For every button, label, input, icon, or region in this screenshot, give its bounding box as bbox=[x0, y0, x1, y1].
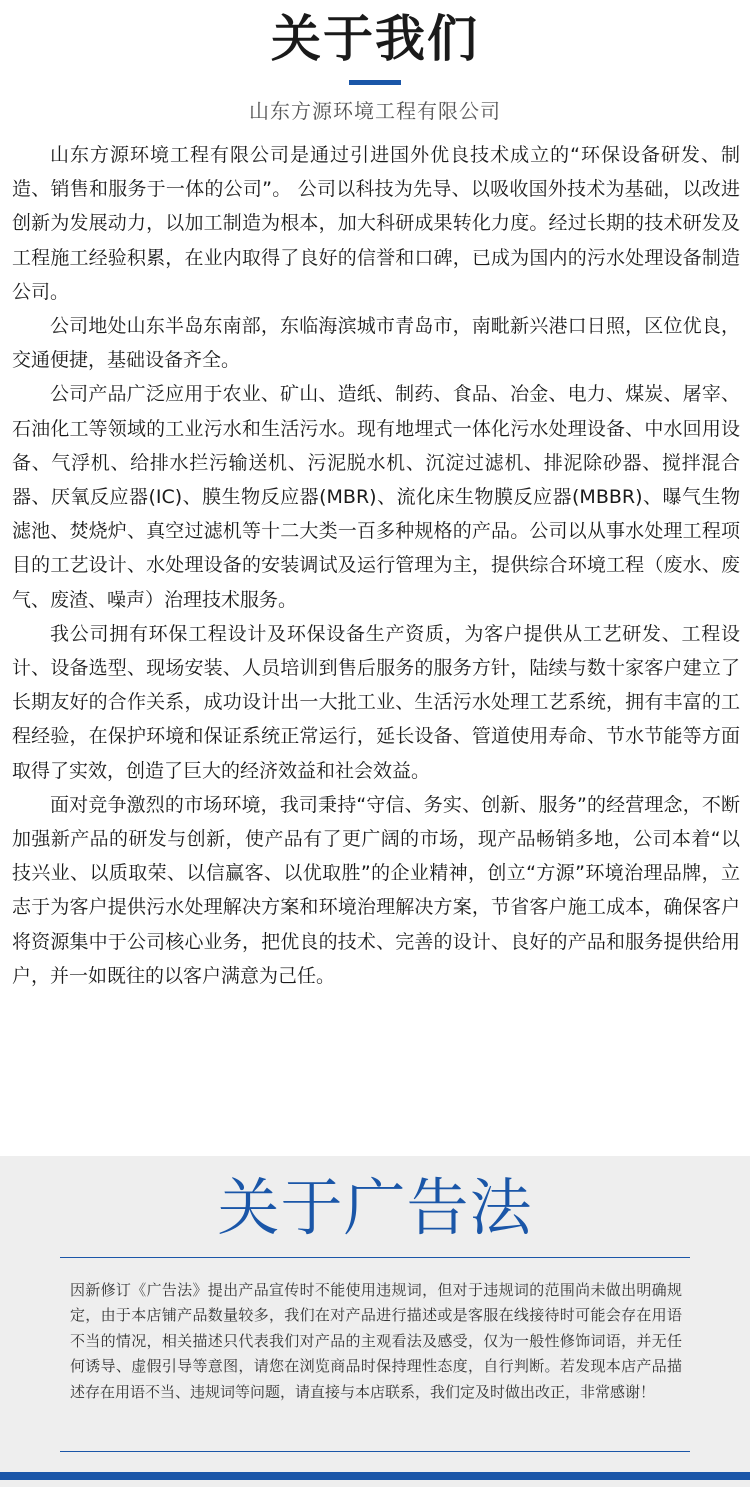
divider-top bbox=[60, 1257, 690, 1258]
advertising-law-notice: 因新修订《广告法》提出产品宣传时不能使用违规词，但对于违规词的范围尚未做出明确规定，由于本店铺产品数量较多，我们在对产品进行描述或是客服在线接待时可能会存在用语不当的情况，相关描述只代表我们对产品的主观看法及感受，仅为一般性修饰词语，并无任何诱导、虚假引导等意图，请您在浏览商品时保持理性态度，自行判断。若发现本店产品描述存在用语不当、违规词等问题，请直接与本店联系，我们定及时做出改正，非常感谢！ bbox=[70, 1281, 682, 1401]
divider-bottom bbox=[60, 1451, 690, 1452]
company-name-subtitle: 山东方源环境工程有限公司 bbox=[249, 99, 501, 123]
intro-paragraph: 山东方源环境工程有限公司是通过引进国外优良技术成立的“环保设备研发、制造、销售和服务于一体的公司”。 公司以科技为先导、以吸收国外技术为基础，以改进创新为发展动力，以加工制造为根本，加大科研成果转化力度。经过长期的技术研发及工程施工经验积累，在业内取得了良好的信誉和口碑，已成为国内的污水处理设备制造公司。 bbox=[12, 144, 740, 303]
company-introduction bbox=[12, 138, 740, 993]
title-underline bbox=[349, 80, 401, 85]
footer-accent-bar bbox=[0, 1472, 750, 1480]
advertising-law-title: 关于广告法 bbox=[217, 1171, 533, 1244]
advertising-law-section bbox=[0, 1156, 750, 1487]
products-paragraph: 公司产品广泛应用于农业、矿山、造纸、制药、食品、冶金、电力、煤炭、屠宰、石油化工等领域的工业污水和生活污水。现有地埋式一体化污水处理设备、中水回用设备、气浮机、给排水拦污输送机、污泥脱水机、沉淀过滤机、排泥除砂器、搅拌混合器、厌氧反应器(IC)、膜生物反应器(MBR)、流化床生物膜反应器(MBBR)、曝气生物滤池、焚烧炉、真空过滤机等十二大类一百多种规格的产品。公司以从事水处理工程项目的工艺设计、水处理设备的安装调试及运行管理为主，提供综合环境工程（废水、废气、废渣、噪声）治理技术服务。 bbox=[12, 383, 740, 611]
qualification-paragraph: 我公司拥有环保工程设计及环保设备生产资质，为客户提供从工艺研发、工程设计、设备选型、现场安装、人员培训到售后服务的服务方针，陆续与数十家客户建立了长期友好的合作关系，成功设计出一大批工业、生活污水处理工艺系统，拥有丰富的工程经验，在保护环境和保证系统正常运行，延长设备、管道使用寿命、节水节能等方面取得了实效，创造了巨大的经济效益和社会效益。 bbox=[12, 622, 740, 782]
philosophy-paragraph: 面对竞争激烈的市场环境，我司秉持“守信、务实、创新、服务”的经营理念，不断加强新产品的研发与创新，使产品有了更广阔的市场，现产品畅销多地，公司本着“以技兴业、以质取荣、以信赢客、以优取胜”的企业精神，创立“方源”环境治理品牌，立志于为客户提供污水处理解决方案和环境治理解决方案，节省客户施工成本，确保客户将资源集中于公司核心业务，把优良的技术、完善的设计、良好的产品和服务提供给用户，并一如既往的以客户满意为己任。 bbox=[12, 793, 740, 987]
location-paragraph: 公司地处山东半岛东南部，东临海滨城市青岛市，南毗新兴港口日照，区位优良，交通便捷，基础设备齐全。 bbox=[12, 315, 740, 372]
about-us-title: 关于我们 bbox=[271, 10, 479, 68]
